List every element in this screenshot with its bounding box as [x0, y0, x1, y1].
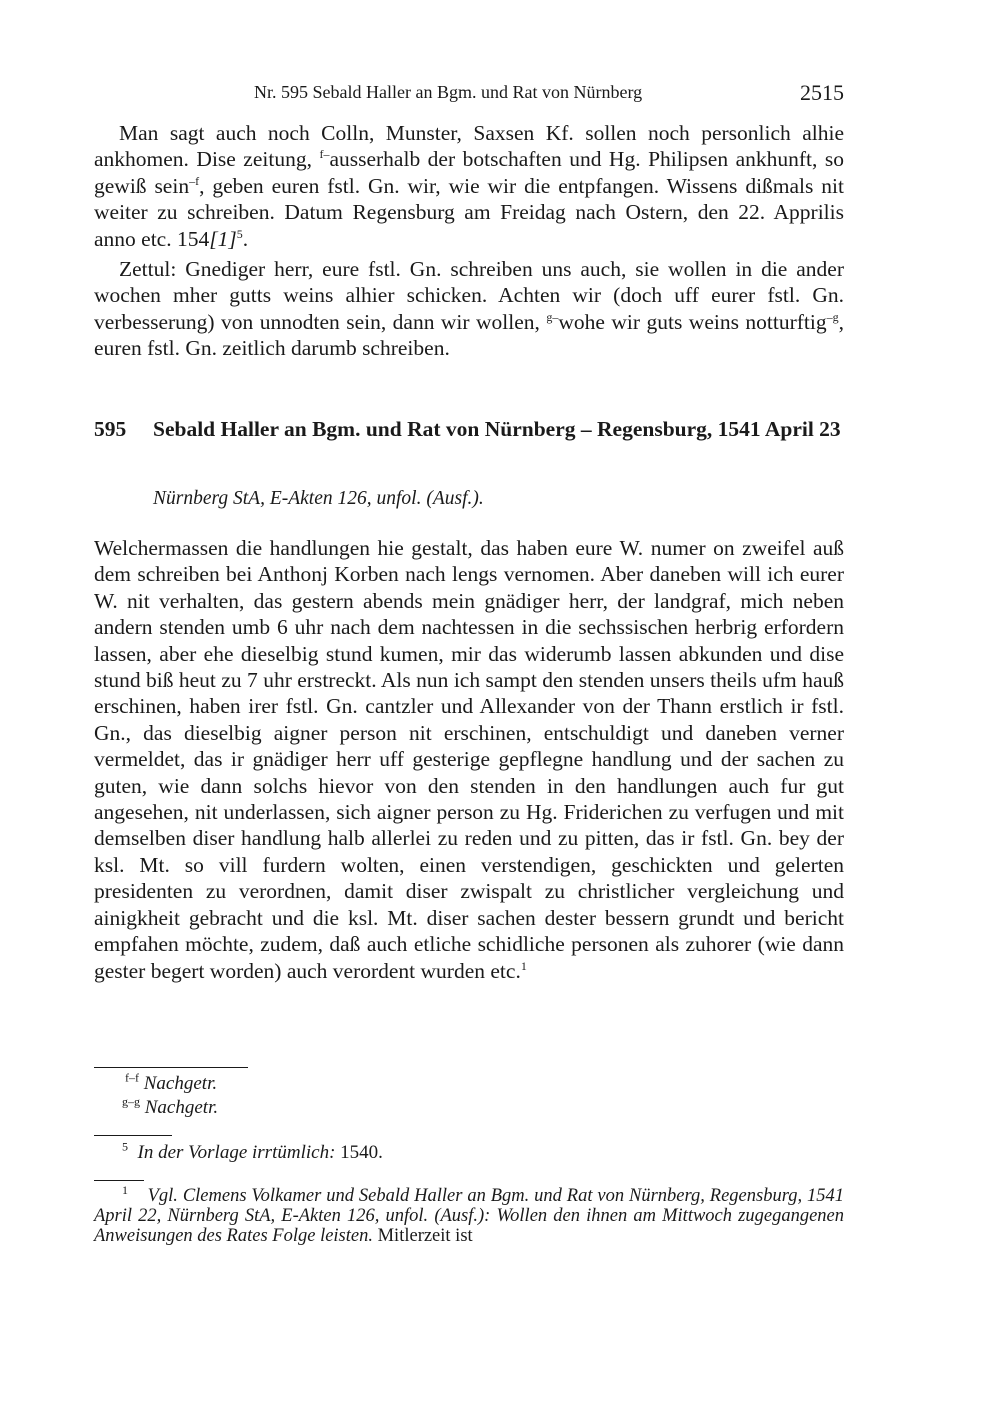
footnotes-rule: [94, 1180, 144, 1181]
document-body: [94, 535, 844, 984]
zettul-paragraph: Zettul: Gnediger herr, eure fstl. Gn. schreiben uns auch, sie wollen in die ander wochen mher gutts weins alhier schicken. Achten wir (doch uff eurer fstl. Gn. verbesserung) von unnodten sein, dann wir wollen, $^{g-}$wohe wir guts weins notturftig$^{-g}$, euren fstl. Gn. zeitlich darumb schreiben.: [94, 257, 844, 361]
running-title: Nr. 595 Sebald Haller an Bgm. und Rat von Nürnberg: [254, 82, 643, 102]
document-number: 595: [94, 417, 127, 441]
textual-note-g: $^{g-g}$ Nachgetr.: [122, 1094, 219, 1118]
textual-note-f: $^{f-f}$ Nachgetr.: [125, 1070, 218, 1094]
previous-document-ending: [94, 120, 844, 362]
textual-note-mark-g-open: g–: [546, 309, 559, 324]
prev-footnotes-rule: [94, 1135, 172, 1136]
footnote-ref-5: 5: [236, 226, 243, 241]
page-number: 2515: [800, 80, 844, 105]
textual-note-mark-f-close: –f: [189, 173, 200, 188]
textual-notes-rule: [94, 1067, 248, 1068]
source-citation: Nürnberg StA, E-Akten 126, unfol. (Ausf.).: [153, 488, 484, 509]
closing-paragraph: Man sagt auch noch Colln, Munster, Saxsen Kf. sollen noch personlich alhie ankhomen. Dise zeitung, $^{f-}$ausserhalb der botschaften und Hg. Philipsen ankhunft, so gewiß sein$^{-f}$, geben euren fstl. Gn. wir, wie wir die entpfangen. Wissens dißmals nit weiter zu schreiben. Datum Regensburg am Freidag nach Ostern, den 22. Apprilis anno etc. $154[1]^5$.: [94, 121, 844, 251]
body-paragraph: Welchermassen die handlungen hie gestalt, das haben eure W. numer on zweifel auß dem schreiben bei Anthonj Korben nach lengs vernomen. Aber daneben will ich eurer W. nit verhalten, das gestern abends mein gnädiger herr, der landgraf, mich neben andern stenden umb 6 uhr nach dem nachtessen in die sechssischen herbrig erfordern lassen, aber ehe dieselbig stund kumen, mir das widerumb lassen abkunden und dise stund biß heut zu 7 uhr erstreckt. Als nun ich sampt den stenden unsers theils ufm hauß erschinen, haben irer fstl. Gn. cantzler und Allexander von der Thann erstlich ir fstl. Gn., das dieselbig aigner person nit erschinen, entschuldigt und daneben verner vermeldet, das ir gnädiger herr uff gesterige gepflegne handlung und der sachen zu guten, wie dann solchs hievor von den stenden in den handlungen auch fur gut angesehen, nit underlassen, sich aigner person zu Hg. Friderichen zu verfugen und mit demselben diser handlung halb allerlei zu reden und zu pitten, das ir fstl. Gn. bey der ksl. Mt. so vill furdern wolten, einen verstendigen, geschickten und gelerten presidenten zu verordnen, damit diser zwispalt zu christlicher vergleichung und ainigkheit gebracht und die ksl. Mt. diser sachen dester bessern grundt und bericht empfahen möchte, zudem, daß auch etliche schidliche personen als zuhorer (wie dann gester begert worden) auch verordent wurden etc.$^1$: [94, 536, 844, 983]
footnote-1: $^1$ Vgl. Clemens Volkamer und Sebald Haller an Bgm. und Rat von Nürnberg, Regensburg, 1541 April 22, Nürnberg StA, E-Akten 126, unfol. (Ausf.): Wollen den ihnen am Mittwoch zugegangenen Anweisungen des Rates Folge leisten. Mitlerzeit ist: [94, 1182, 845, 1246]
document-heading: [94, 416, 844, 442]
footnote-ref-1: 1: [520, 958, 527, 973]
document-title: Sebald Haller an Bgm. und Rat von Nürnberg – Regensburg, 1541 April 23: [153, 417, 841, 441]
footnote-5: $^5$ In der Vorlage irrtümlich: 1540.: [122, 1139, 383, 1163]
running-head: [94, 80, 844, 106]
textual-note-mark-f-open: f–: [319, 147, 330, 162]
textual-note-mark-g-close: –g: [826, 309, 839, 324]
editorial-bracket: [1]: [209, 226, 237, 251]
